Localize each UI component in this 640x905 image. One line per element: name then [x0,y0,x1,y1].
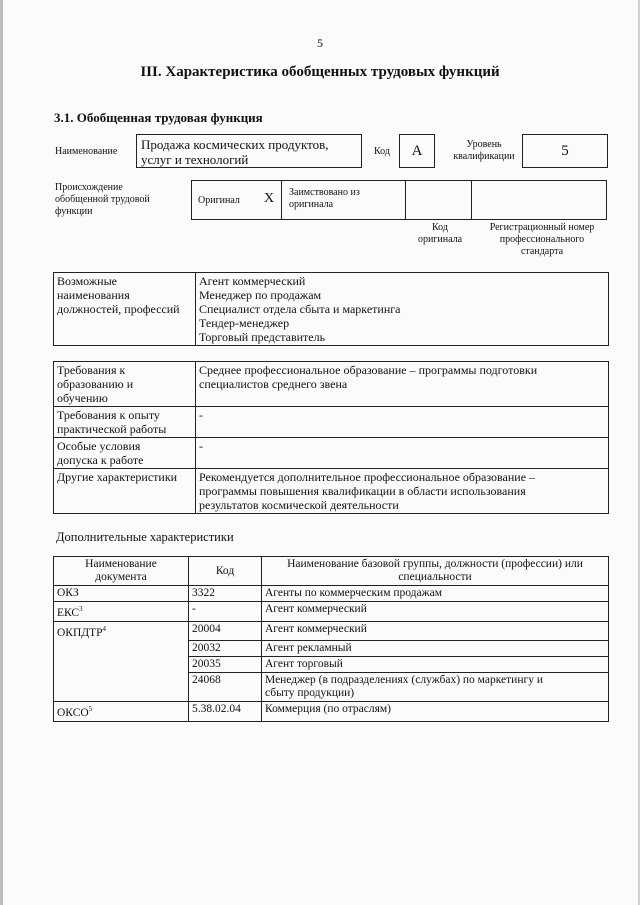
position-item: Тендер-менеджер [199,316,290,330]
reg-number-label [478,222,606,258]
name-value-line2: услуг и технологий [141,152,249,167]
code-original-line1: Код [432,222,448,233]
footnote-ref: 4 [102,624,107,633]
origin-label-line2: обобщенной трудовой [55,194,150,205]
requirement-value-line: - [199,439,203,453]
doc-cell [54,641,189,657]
name-cell [262,702,609,722]
name-cell [262,673,609,702]
doc-cell [54,586,189,602]
level-label-line1: Уровень [466,139,502,150]
table-row [54,621,609,640]
requirement-label [54,469,196,514]
requirement-value-line: Среднее профессиональное образование – программы подготовки [199,363,538,377]
level-label [446,139,522,163]
doc-cell [54,673,189,702]
requirement-value [196,469,609,514]
requirement-row [54,362,609,407]
code-cell: 20035 [189,657,262,673]
name-label: Наименование [55,146,118,157]
col-doc-line2: документа [95,571,147,583]
table-row [54,673,609,702]
positions-label-line2: наименования [57,288,130,302]
name-line: Агент коммерческий [265,622,367,635]
requirement-row [54,438,609,469]
position-item: Специалист отдела сбыта и маркетинга [199,302,401,316]
name-line: Агенты по коммерческим продажам [265,587,442,599]
col-name-line2: специальности [398,571,472,583]
requirement-label [54,438,196,469]
origin-divider-2 [405,181,406,219]
positions-list [196,273,609,346]
requirement-label-line: обучению [57,391,108,405]
requirement-label-line: Требования к опыту [57,408,160,422]
scan-edge-left [0,0,3,905]
requirement-label [54,407,196,438]
origin-divider-1 [281,181,282,219]
requirement-value-line: результатов космической деятельности [199,498,399,512]
doc-name: ОКЗ [57,587,79,599]
requirements-table [53,361,609,514]
position-item: Агент коммерческий [199,274,306,288]
requirement-label-line: Требования к [57,363,126,377]
requirement-value [196,362,609,407]
requirement-value-line: - [199,408,203,422]
name-cell [262,657,609,673]
requirement-label [54,362,196,407]
position-item: Менеджер по продажам [199,288,322,302]
borrowed-label [289,187,360,211]
code-cell: - [189,602,262,622]
requirement-value-line: специалистов среднего звена [199,377,348,391]
code-cell: 3322 [189,586,262,602]
name-cell [262,586,609,602]
footnote-ref: 3 [79,605,83,613]
origin-label-line1: Происхождение [55,182,123,193]
requirement-value-line: программы повышения квалификации в области использования [199,484,526,498]
origin-label [55,182,150,218]
requirement-label-line: Особые условия [57,439,141,453]
reg-line2: профессионального [499,234,585,245]
name-cell [262,602,609,622]
col-doc-header [54,557,189,586]
code-label: Код [374,146,390,157]
name-line: Агент торговый [265,658,343,671]
borrowed-line1: Заимствовано из [289,187,360,198]
additional-header-row [54,557,609,586]
col-name-header [262,557,609,586]
requirement-label-line: Другие характеристики [57,470,178,484]
requirement-label-line: допуска к работе [57,453,144,467]
table-row [54,657,609,673]
name-line: Агент коммерческий [265,603,367,615]
positions-label [54,273,196,346]
name-cell [262,641,609,657]
code-original-line2: оригинала [417,234,463,245]
origin-divider-3 [471,181,472,219]
positions-label-line1: Возможные [57,274,117,288]
requirement-row [54,407,609,438]
doc-cell [54,602,189,622]
requirement-row [54,469,609,514]
level-value: 5 [522,134,608,168]
footnote-ref: 5 [88,705,93,714]
doc-name: ОКПДТР [57,626,103,639]
table-row [54,702,609,722]
requirement-value-line: Рекомендуется дополнительное профессиональное образование – [199,470,536,484]
position-item: Торговый представитель [199,330,326,344]
borrowed-line2: оригинала [289,199,334,210]
additional-title: Дополнительные характеристики [56,530,234,544]
code-cell: 24068 [189,673,262,702]
name-line: сбыту продукции) [265,687,355,700]
name-cell [262,621,609,640]
code-cell: 20032 [189,641,262,657]
name-line: Агент рекламный [265,642,352,655]
col-doc-line1: Наименование [85,558,157,570]
subsection-title: 3.1. Обобщенная трудовая функция [54,110,263,125]
code-cell: 5.38.02.04 [189,702,262,722]
positions-label-line3: должностей, профессий [57,302,180,316]
requirement-value [196,407,609,438]
doc-name: ОКСО [57,706,89,719]
requirement-label-line: образованию и [57,377,134,391]
reg-line3: стандарта [520,246,564,257]
original-label: Оригинал [198,195,240,206]
code-cell: 20004 [189,621,262,640]
col-name-line1: Наименование базовой группы, должности (профессии) или [287,558,583,570]
name-line: Коммерция (по отраслям) [265,703,391,716]
table-row [54,586,609,602]
col-code-header: Код [189,557,262,586]
original-mark: X [264,191,275,206]
doc-cell [54,621,189,640]
section-title: III. Характеристика обобщенных трудовых функций [140,64,500,80]
code-original-label [400,222,480,246]
name-value-line1: Продажа космических продуктов, [141,137,329,152]
positions-table [53,272,609,346]
origin-label-line3: функции [55,206,93,217]
code-value: A [399,134,435,168]
table-row [54,602,609,622]
name-value-box [136,134,362,168]
level-label-line2: квалификации [453,151,515,162]
doc-cell [54,702,189,722]
requirement-value [196,438,609,469]
reg-line1: Регистрационный номер [489,222,595,233]
additional-table [53,556,609,722]
doc-name: ЕКС [57,606,80,619]
doc-cell [54,657,189,673]
table-row [54,641,609,657]
requirement-label-line: практической работы [57,422,167,436]
origin-box [191,180,607,220]
page-number: 5 [317,36,323,50]
name-line: Менеджер (в подразделениях (службах) по маркетингу и [265,674,543,687]
